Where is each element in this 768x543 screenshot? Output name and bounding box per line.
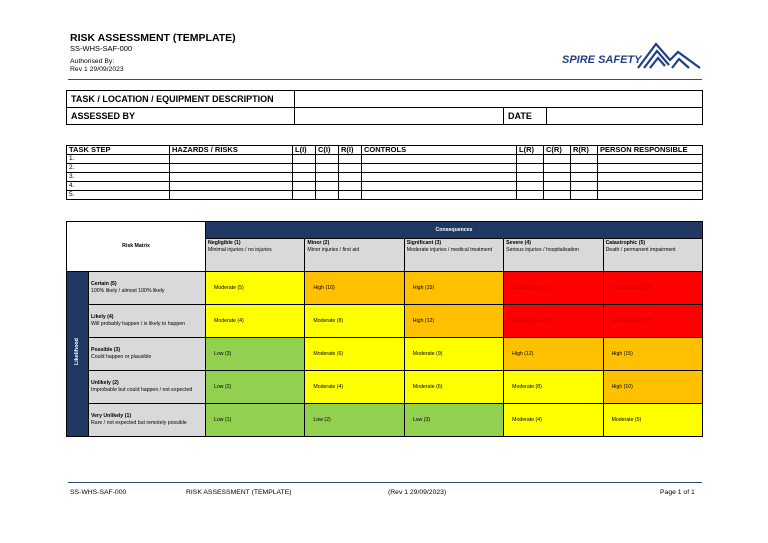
risk-cell: Catastrophic (20): [603, 305, 702, 338]
task-steps-header-row: [67, 146, 703, 155]
step-cell[interactable]: [362, 182, 517, 191]
risk-cell: Moderate (4): [504, 404, 603, 437]
step-cell[interactable]: [170, 164, 293, 173]
risk-matrix: [66, 221, 703, 437]
likelihood-desc: Could happen or plausible: [91, 354, 152, 360]
step-number: 1.: [67, 155, 170, 164]
step-cell[interactable]: [544, 182, 571, 191]
task-step-row: [67, 191, 703, 200]
consequence-desc: Minimal injuries / no injuries: [208, 247, 272, 253]
footer-page: Page 1 of 1: [660, 489, 695, 496]
risk-cell: High (15): [603, 338, 702, 371]
consequence-name: Significant (3): [406, 240, 442, 246]
consequence-header: [305, 239, 404, 272]
col-controls: CONTROLS: [362, 146, 517, 155]
footer-revision: (Rev 1 29/09/2023): [388, 489, 447, 496]
risk-cell: Moderate (8): [504, 371, 603, 404]
task-description-label: TASK / LOCATION / EQUIPMENT DESCRIPTION: [67, 91, 295, 108]
consequence-desc: Serious injuries / hospitalisation: [506, 247, 579, 253]
footer-code: SS-WHS-SAF-000: [70, 489, 127, 496]
risk-cell: Catastrophic (20): [504, 272, 603, 305]
step-cell[interactable]: [339, 164, 362, 173]
step-cell[interactable]: [362, 155, 517, 164]
step-number: 4.: [67, 182, 170, 191]
risk-cell: Low (1): [206, 404, 305, 437]
consequences-header: Consequences: [206, 222, 703, 239]
step-cell[interactable]: [316, 155, 339, 164]
task-description-field[interactable]: [295, 91, 703, 108]
step-cell[interactable]: [571, 155, 598, 164]
likelihood-header: [89, 272, 206, 305]
step-cell[interactable]: [316, 173, 339, 182]
risk-cell: Moderate (4): [305, 371, 404, 404]
likelihood-label: Likelihood: [74, 337, 80, 365]
step-cell[interactable]: [571, 173, 598, 182]
likelihood-desc: Improbable but could happen / not expected: [91, 387, 193, 393]
col-li: L(I): [293, 146, 316, 155]
risk-cell: Low (2): [206, 371, 305, 404]
col-cr: C(R): [544, 146, 571, 155]
assessed-by-field[interactable]: [295, 108, 504, 125]
step-cell[interactable]: [571, 182, 598, 191]
consequence-header: [504, 239, 603, 272]
date-label: DATE: [504, 108, 547, 125]
col-task-step: TASK STEP: [67, 146, 170, 155]
step-cell[interactable]: [293, 182, 316, 191]
risk-matrix-body: [67, 272, 703, 437]
risk-matrix-label: Risk Matrix: [67, 222, 206, 272]
risk-cell: High (10): [305, 272, 404, 305]
step-cell[interactable]: [339, 155, 362, 164]
step-number: 2.: [67, 164, 170, 173]
spire-safety-logo: [560, 38, 702, 74]
risk-cell: Low (3): [404, 404, 503, 437]
step-cell[interactable]: [170, 155, 293, 164]
likelihood-name: Likely (4): [91, 314, 114, 320]
step-cell[interactable]: [544, 164, 571, 173]
risk-cell: Low (3): [206, 338, 305, 371]
risk-cell: Catastrophic (25): [603, 272, 702, 305]
step-cell[interactable]: [517, 155, 544, 164]
likelihood-row: [67, 371, 703, 404]
step-cell[interactable]: [339, 182, 362, 191]
consequence-name: Minor (2): [307, 240, 330, 246]
risk-cell: Moderate (6): [404, 371, 503, 404]
risk-cell: Moderate (9): [404, 338, 503, 371]
col-ci: C(I): [316, 146, 339, 155]
revision-label: Rev 1 29/09/2023: [70, 66, 124, 73]
step-cell[interactable]: [316, 191, 339, 200]
step-number: 5.: [67, 191, 170, 200]
col-rr: R(R): [571, 146, 598, 155]
logo-text: SPIRE SAFETY: [562, 54, 642, 66]
likelihood-row: [67, 305, 703, 338]
task-step-row: [67, 182, 703, 191]
risk-cell: High (12): [504, 338, 603, 371]
step-cell[interactable]: [362, 191, 517, 200]
document-title: RISK ASSESSMENT (TEMPLATE): [70, 32, 236, 44]
risk-cell: High (12): [404, 305, 503, 338]
step-cell[interactable]: [598, 164, 703, 173]
consequence-name: Severe (4): [506, 240, 531, 246]
step-cell[interactable]: [598, 155, 703, 164]
likelihood-header: [89, 371, 206, 404]
consequence-desc: Moderate injuries / medical treatment: [406, 247, 493, 253]
risk-cell: Catastrophic (16): [504, 305, 603, 338]
likelihood-header: [89, 338, 206, 371]
task-step-row: [67, 164, 703, 173]
consequence-header: [206, 239, 305, 272]
likelihood-header: [89, 404, 206, 437]
step-cell[interactable]: [170, 191, 293, 200]
step-cell[interactable]: [362, 164, 517, 173]
risk-cell: High (15): [404, 272, 503, 305]
risk-cell: Moderate (5): [603, 404, 702, 437]
step-cell[interactable]: [517, 164, 544, 173]
task-step-row: [67, 155, 703, 164]
likelihood-row: [67, 272, 703, 305]
step-cell[interactable]: [339, 173, 362, 182]
likelihood-desc: Rare / not expected but remotely possible: [91, 420, 187, 426]
col-hazards: HAZARDS / RISKS: [170, 146, 293, 155]
likelihood-row: [67, 404, 703, 437]
step-cell[interactable]: [544, 191, 571, 200]
risk-cell: Moderate (6): [305, 338, 404, 371]
step-cell[interactable]: [293, 173, 316, 182]
step-cell[interactable]: [598, 173, 703, 182]
col-ri: R(I): [339, 146, 362, 155]
consequence-header: [404, 239, 503, 272]
step-cell[interactable]: [293, 164, 316, 173]
likelihood-desc: 100% likely / almost 100% likely: [91, 288, 165, 294]
risk-cell: Moderate (4): [206, 305, 305, 338]
likelihood-name: Unlikely (2): [91, 380, 119, 386]
likelihood-header: [89, 305, 206, 338]
assessed-by-label: ASSESSED BY: [67, 108, 295, 125]
authorised-by-label: Authorised By:: [70, 58, 115, 65]
document-code: SS-WHS-SAF-000: [70, 44, 133, 53]
col-person: PERSON RESPONSIBLE: [598, 146, 703, 155]
step-cell[interactable]: [316, 182, 339, 191]
likelihood-row: [67, 338, 703, 371]
likelihood-axis-label: [67, 272, 89, 437]
consequence-desc: Death / permanent impairment: [605, 247, 676, 253]
col-lr: L(R): [517, 146, 544, 155]
step-cell[interactable]: [598, 191, 703, 200]
consequence-desc: Minor injuries / first aid: [307, 247, 360, 253]
likelihood-desc: Will probably happen / is likely to happen: [91, 321, 186, 327]
consequence-header: [603, 239, 702, 272]
likelihood-name: Possible (3): [91, 347, 121, 353]
step-cell[interactable]: [362, 173, 517, 182]
likelihood-name: Very Unlikely (1): [91, 413, 132, 419]
likelihood-name: Certain (5): [91, 281, 117, 287]
step-cell[interactable]: [517, 182, 544, 191]
step-cell[interactable]: [517, 191, 544, 200]
footer-divider: [68, 482, 702, 483]
footer-title: RISK ASSESSMENT (TEMPLATE): [186, 489, 292, 496]
risk-cell: High (10): [603, 371, 702, 404]
step-cell[interactable]: [571, 191, 598, 200]
step-cell[interactable]: [598, 182, 703, 191]
step-cell[interactable]: [170, 182, 293, 191]
risk-cell: Low (2): [305, 404, 404, 437]
risk-cell: Moderate (5): [206, 272, 305, 305]
step-cell[interactable]: [544, 155, 571, 164]
step-cell[interactable]: [544, 173, 571, 182]
consequence-name: Negligible (1): [208, 240, 241, 246]
step-cell[interactable]: [170, 173, 293, 182]
risk-cell: Moderate (8): [305, 305, 404, 338]
details-table: [66, 90, 703, 125]
step-cell[interactable]: [293, 155, 316, 164]
task-step-row: [67, 173, 703, 182]
date-field[interactable]: [547, 108, 703, 125]
step-cell[interactable]: [316, 164, 339, 173]
step-cell[interactable]: [571, 164, 598, 173]
consequence-name: Catastrophic (5): [605, 240, 646, 246]
step-cell[interactable]: [293, 191, 316, 200]
step-cell[interactable]: [339, 191, 362, 200]
step-number: 3.: [67, 173, 170, 182]
step-cell[interactable]: [517, 173, 544, 182]
header-divider: [68, 79, 702, 80]
task-steps-table: [66, 145, 703, 200]
